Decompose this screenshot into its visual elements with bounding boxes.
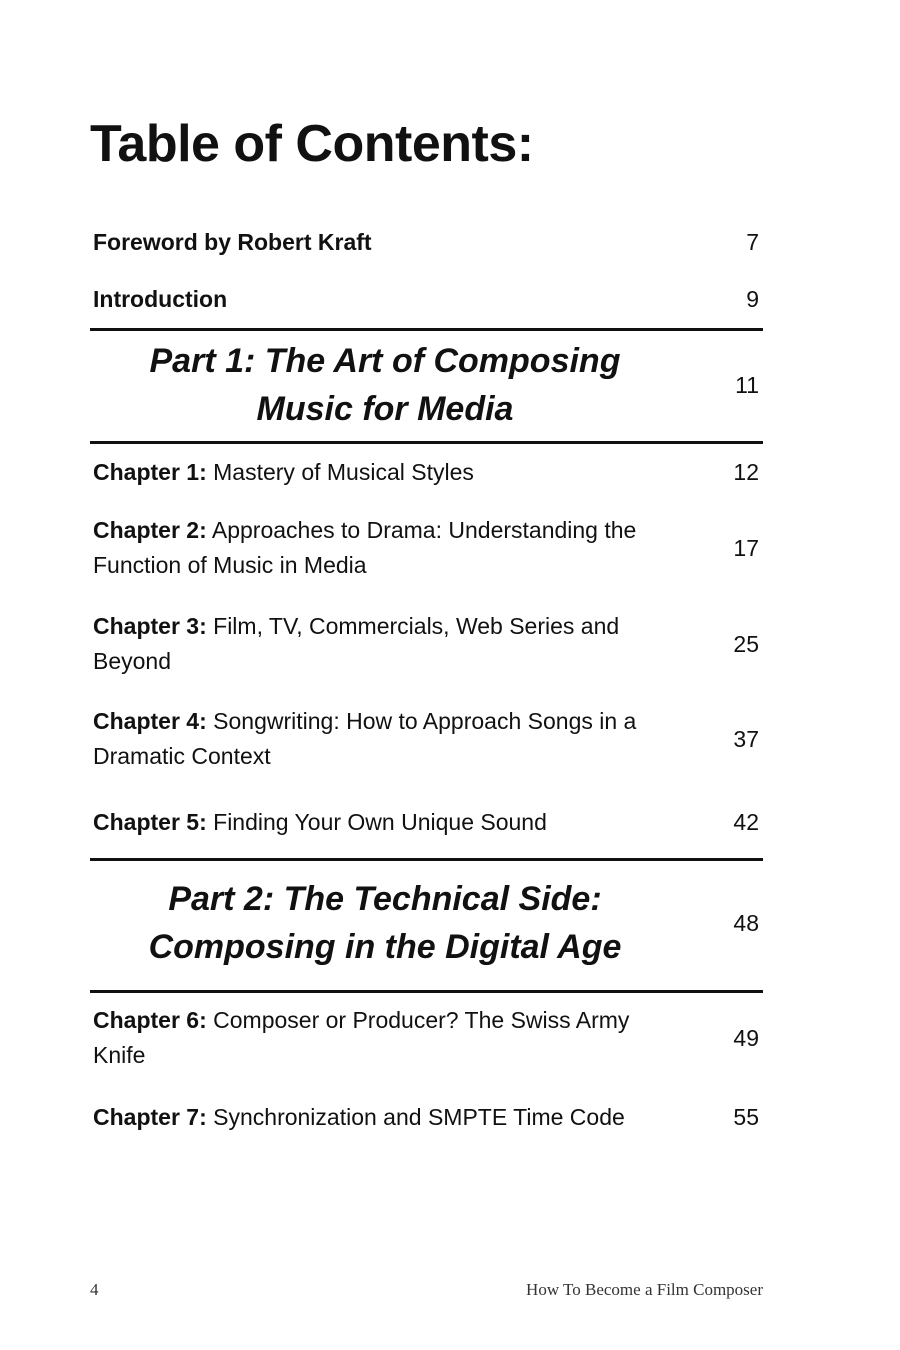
- part-title-line: Part 2: The Technical Side:: [168, 880, 602, 918]
- entry-page-number: 42: [733, 809, 759, 835]
- entry-page-number: 17: [733, 534, 759, 561]
- entry-page-number: 37: [733, 725, 759, 752]
- toc-entry-chapter-3: [93, 609, 763, 679]
- toc-entry-chapter-2: [93, 513, 763, 583]
- toc-entry-chapter-7: [93, 1100, 763, 1135]
- chapter-title: Film, TV, Commercials, Web Series and Beyond: [93, 613, 620, 674]
- chapter-title: Finding Your Own Unique Sound: [213, 809, 547, 835]
- page-title: Table of Contents:: [90, 115, 534, 173]
- toc-entry-chapter-4: [93, 704, 763, 774]
- chapter-label: Chapter 6:: [93, 1007, 207, 1033]
- chapter-title: Songwriting: How to Approach Songs in a Dramatic Context: [93, 708, 637, 769]
- entry-label: Introduction: [93, 286, 228, 312]
- chapter-label: Chapter 4:: [93, 708, 207, 734]
- entry-page-number: 55: [733, 1104, 759, 1130]
- chapter-label: Chapter 5:: [93, 809, 207, 835]
- part-heading-1: [90, 337, 763, 433]
- divider-rule: [90, 328, 763, 331]
- toc-entry-chapter-5: [93, 805, 763, 840]
- entry-page-number: 12: [733, 459, 759, 485]
- part-title-line: Part 1: The Art of Composing: [149, 342, 621, 380]
- entry-page-number: 9: [746, 286, 759, 312]
- part-title: [90, 875, 680, 971]
- chapter-title: Synchronization and SMPTE Time Code: [213, 1104, 625, 1130]
- chapter-title: Approaches to Drama: Understanding the Function of Music in Media: [93, 517, 637, 578]
- chapter-label: Chapter 7:: [93, 1104, 207, 1130]
- toc-entry-introduction: [93, 282, 763, 317]
- chapter-label: Chapter 1:: [93, 459, 207, 485]
- chapter-title: Mastery of Musical Styles: [213, 459, 474, 485]
- part-title-line: Music for Media: [256, 390, 514, 428]
- entry-page-number: 49: [733, 1024, 759, 1051]
- part-page-number: 11: [735, 371, 759, 398]
- toc-entry-chapter-1: [93, 455, 763, 490]
- page-footer: [90, 1280, 763, 1300]
- part-heading-2: [90, 875, 763, 971]
- divider-rule: [90, 858, 763, 861]
- divider-rule: [90, 441, 763, 444]
- entry-page-number: 25: [733, 630, 759, 657]
- footer-page-number: 4: [90, 1280, 99, 1299]
- chapter-title: Composer or Producer? The Swiss Army Knife: [93, 1007, 630, 1068]
- chapter-label: Chapter 2:: [93, 517, 207, 543]
- footer-book-title: How To Become a Film Composer: [526, 1280, 763, 1299]
- part-title: [90, 337, 680, 433]
- toc-entry-chapter-6: [93, 1003, 763, 1073]
- toc-entry-foreword: [93, 225, 763, 260]
- entry-page-number: 7: [746, 229, 759, 255]
- chapter-label: Chapter 3:: [93, 613, 207, 639]
- part-title-line: Composing in the Digital Age: [148, 928, 622, 966]
- part-page-number: 48: [733, 909, 759, 936]
- divider-rule: [90, 990, 763, 993]
- entry-label: Foreword by Robert Kraft: [93, 229, 372, 255]
